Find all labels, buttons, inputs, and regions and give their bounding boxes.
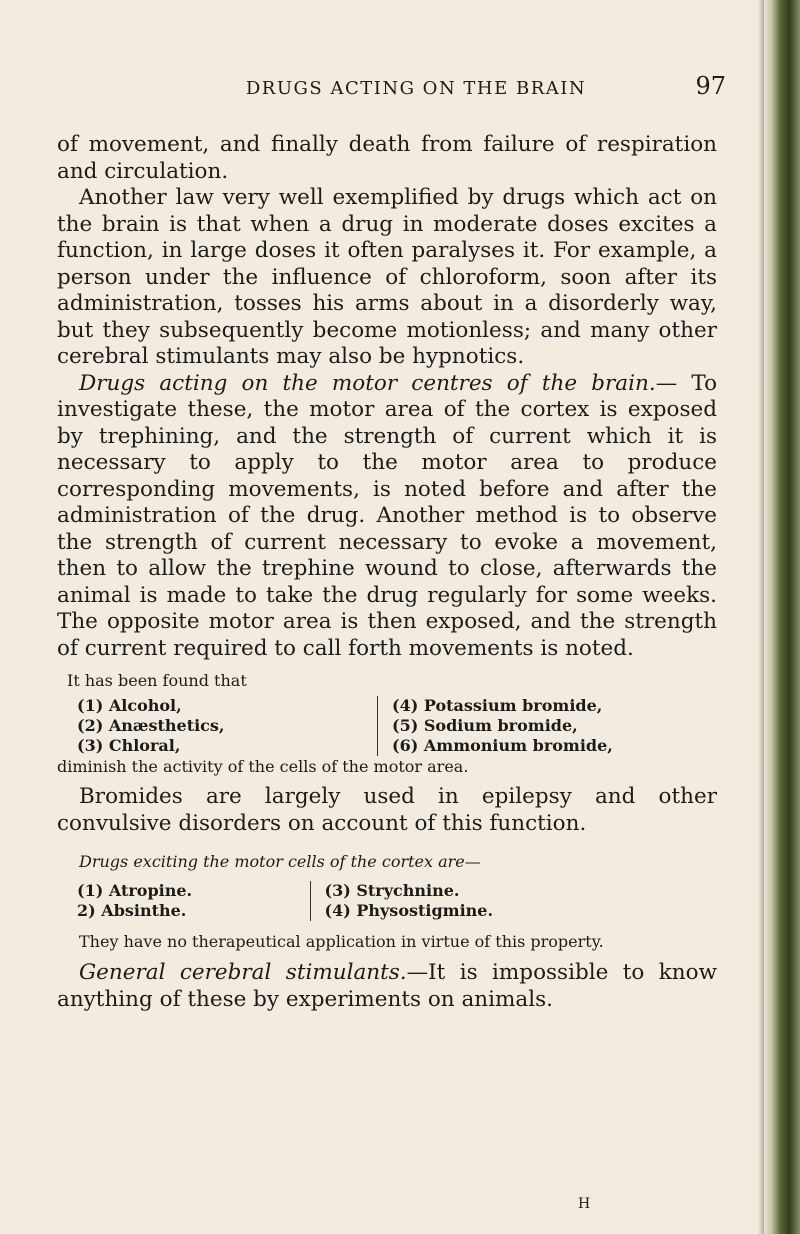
page-number: 97 (695, 72, 726, 100)
list-item: (3) Chloral, (77, 736, 181, 755)
drug-list-stimulants (77, 881, 557, 921)
book-binding (764, 0, 800, 1234)
list-item: 2) Absinthe. (77, 901, 187, 920)
note: They have no therapeutical application in virtue of this property. (79, 932, 604, 951)
list-column-left (77, 696, 377, 756)
page-body (57, 132, 717, 1013)
paragraph-2: Another law very well exemplified by drugs which act on the brain is that when a drug in moderate doses excites a function, in large doses it often paralyses it. For example, a person under the influence of chloroform, soon after its administration, tosses his arms about in a disorderly way, but they subsequently become motionless; and many other cerebral stimulants may also be hypnotics. (57, 185, 717, 369)
list-item: (2) Anæsthetics, (77, 716, 225, 735)
paragraph-3 (57, 371, 717, 663)
list-column-right (310, 881, 558, 921)
section-heading-exciting: Drugs exciting the motor cells of the cortex are— (79, 852, 481, 871)
running-head: DRUGS ACTING ON THE BRAIN (245, 78, 587, 99)
list-after: diminish the activity of the cells of the motor area. (57, 757, 469, 776)
paragraph-1: of movement, and finally death from failure of respiration and circulation. (57, 132, 717, 184)
list-item: (3) Strychnine. (324, 881, 460, 900)
list-item: (1) Alcohol, (77, 696, 182, 715)
list-item: (5) Sodium bromide, (392, 716, 578, 735)
list-column-right (377, 696, 692, 756)
paragraph-5-text: —It is impossible to know anything of these by experiments on animals. (57, 960, 717, 1012)
list-column-left (77, 881, 310, 921)
page-header (96, 72, 736, 112)
paragraph-4: Bromides are largely used in epilepsy and other convulsive disorders on account of this function. (57, 784, 717, 836)
list-intro: It has been found that (67, 671, 247, 690)
section-heading-general-stimulants: General cerebral stimulants. (79, 960, 407, 985)
list-item: (1) Atropine. (77, 881, 193, 900)
list-item: (4) Potassium bromide, (392, 696, 603, 715)
paragraph-5 (57, 960, 717, 1013)
list-item: (4) Physostigmine. (324, 901, 494, 920)
paragraph-3-text: — To investigate these, the motor area of the cortex is exposed by trephining, and the strength of current which it is necessary to apply to the motor area to produce corresponding movements, is noted before and after the administration of the drug. Another method is to observe the strength of current necessary to evoke a movement, then to allow the trephine wound to close, afterwards the animal is made to take the drug regularly for some weeks. The opposite motor area is then exposed, and the strength of current required to call forth movements is noted. (57, 370, 718, 661)
list-item: (6) Ammonium bromide, (392, 736, 613, 755)
drug-list-depressants (77, 696, 697, 756)
signature-mark: H (578, 1196, 591, 1212)
section-heading-motor-centres: Drugs acting on the motor centres of the brain. (79, 370, 656, 396)
